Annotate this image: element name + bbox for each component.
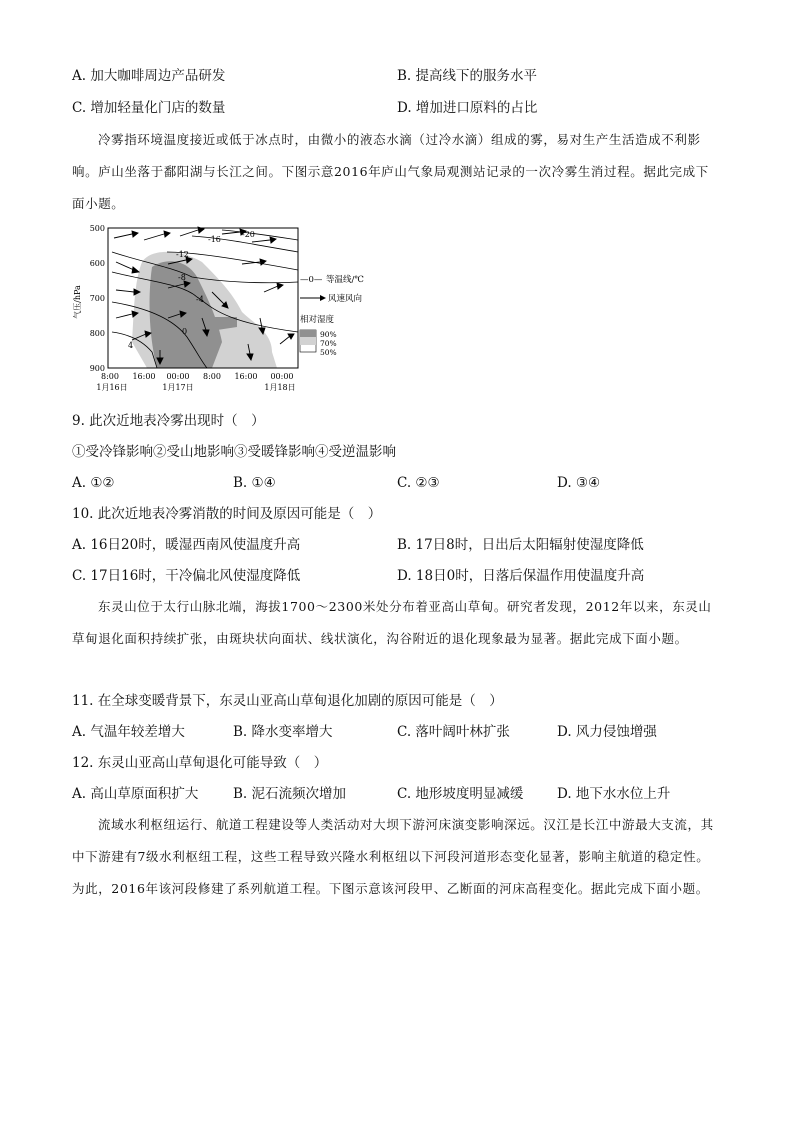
- date-label-2: 1月18日: [264, 383, 296, 392]
- q9-option-b[interactable]: B. ①④: [233, 475, 276, 491]
- passage-hanjiang: [72, 809, 720, 905]
- y-axis-label: 气压/hPa: [73, 285, 82, 319]
- q10-option-b[interactable]: B. 17日8时，日出后太阳辐射使湿度降低: [397, 537, 644, 553]
- q9-stem: 9. 此次近地表冷雾出现时（ ）: [72, 413, 265, 429]
- q11-option-c[interactable]: C. 落叶阔叶林扩张: [397, 724, 510, 740]
- q8-option-c[interactable]: C. 增加轻量化门店的数量: [72, 100, 226, 116]
- q11-stem: 11. 在全球变暖背景下，东灵山亚高山草甸退化加剧的原因可能是（ ）: [72, 693, 503, 709]
- q8-option-a[interactable]: A. 加大咖啡周边产品研发: [72, 68, 226, 84]
- passage-cold-fog: [72, 124, 720, 220]
- q9-option-c[interactable]: C. ②③: [397, 475, 440, 491]
- isotherm-label-minus4: -4: [196, 295, 204, 304]
- isotherm-label-minus16: -16: [208, 235, 221, 244]
- q11-option-d[interactable]: D. 风力侵蚀增强: [557, 724, 657, 740]
- q9-option-d[interactable]: D. ③④: [557, 475, 601, 491]
- q12-option-c[interactable]: C. 地形坡度明显减缓: [397, 786, 524, 802]
- q8-option-b[interactable]: B. 提高线下的服务水平: [397, 68, 538, 84]
- y-tick-900: 900: [89, 364, 105, 373]
- isotherm-label-minus20: -20: [242, 230, 255, 239]
- legend-humidity-title: 相对湿度: [300, 315, 335, 325]
- q10-option-c[interactable]: C. 17日16时，干冷偏北风使湿度降低: [72, 568, 301, 584]
- legend: [300, 274, 364, 357]
- isotherm-label-minus12: -12: [176, 250, 189, 259]
- y-tick-600: 600: [89, 259, 105, 268]
- legend-humidity-90: 90%: [320, 330, 337, 339]
- legend-isotherm-symbol: —0—: [300, 275, 323, 285]
- x-tick-1: 16:00: [132, 372, 156, 381]
- passage-hanjiang-text: 流域水利枢纽运行、航道工程建设等人类活动对大坝下游河床演变影响深远。汉江是长江中游最大支流，其中下游建有7级水利枢纽工程，这些工程导致兴隆水利枢纽以下河段河道形态变化显著，影响主航道的稳定性。为此，2016年该河段修建了系列航道工程。下图示意该河段甲、乙断面的河床高程变化。据此完成下面小题。: [72, 817, 714, 896]
- date-label-0: 1月16日: [96, 383, 128, 392]
- q12-option-b[interactable]: B. 泥石流频次增加: [233, 786, 347, 802]
- y-tick-700: 700: [89, 294, 105, 303]
- date-label-1: 1月17日: [162, 383, 194, 392]
- q8-option-d[interactable]: D. 增加进口原料的占比: [397, 100, 538, 116]
- q11-option-a[interactable]: A. 气温年较差增大: [72, 724, 185, 740]
- x-tick-4: 16:00: [234, 372, 258, 381]
- legend-isotherm-label: 等温线/℃: [326, 275, 364, 285]
- cold-fog-figure: [72, 222, 372, 400]
- legend-humidity-70: 70%: [320, 339, 337, 348]
- q10-stem: 10. 此次近地表冷雾消散的时间及原因可能是（ ）: [72, 506, 382, 522]
- y-tick-500: 500: [89, 224, 105, 233]
- q9-option-a[interactable]: A. ①②: [72, 475, 115, 491]
- x-tick-0: 8:00: [101, 372, 119, 381]
- q10-option-a[interactable]: A. 16日20时，暖湿西南风使温度升高: [72, 537, 301, 553]
- isotherm-label-4: 4: [128, 341, 134, 350]
- y-tick-800: 800: [89, 329, 105, 338]
- passage-cold-fog-text: 冷雾指环境温度接近或低于冰点时，由微小的液态水滴（过冷水滴）组成的雾，易对生产生活造成不利影响。庐山坐落于鄱阳湖与长江之间。下图示意2016年庐山气象局观测站记录的一次冷雾生消过程。据此完成下面小题。: [72, 132, 709, 211]
- isotherm-label-0: 0: [182, 327, 188, 336]
- q12-option-d[interactable]: D. 地下水水位上升: [557, 786, 671, 802]
- x-tick-2: 00:00: [166, 372, 190, 381]
- isotherm-label-minus8: -8: [178, 273, 186, 282]
- q12-stem: 12. 东灵山亚高山草甸退化可能导致（ ）: [72, 755, 328, 771]
- x-tick-5: 00:00: [270, 372, 294, 381]
- q9-statements: ①受冷锋影响②受山地影响③受暖锋影响④受逆温影响: [72, 444, 396, 460]
- cold-fog-diagram: [72, 222, 372, 400]
- x-tick-3: 8:00: [203, 372, 221, 381]
- q11-option-b[interactable]: B. 降水变率增大: [233, 724, 333, 740]
- legend-humidity-50: 50%: [320, 348, 337, 357]
- passage-dongling-text: 东灵山位于太行山脉北端，海拔1700～2300米处分布着亚高山草甸。研究者发现，2012年以来，东灵山草甸退化面积持续扩张，由斑块状向面状、线状演化，沟谷附近的退化现象最为显著。据此完成下面小题。: [72, 599, 712, 646]
- q10-option-d[interactable]: D. 18日0时，日落后保温作用使温度升高: [397, 568, 645, 584]
- passage-dongling: [72, 591, 720, 655]
- q12-option-a[interactable]: A. 高山草原面积扩大: [72, 786, 199, 802]
- legend-wind-label: 风速风向: [328, 294, 363, 304]
